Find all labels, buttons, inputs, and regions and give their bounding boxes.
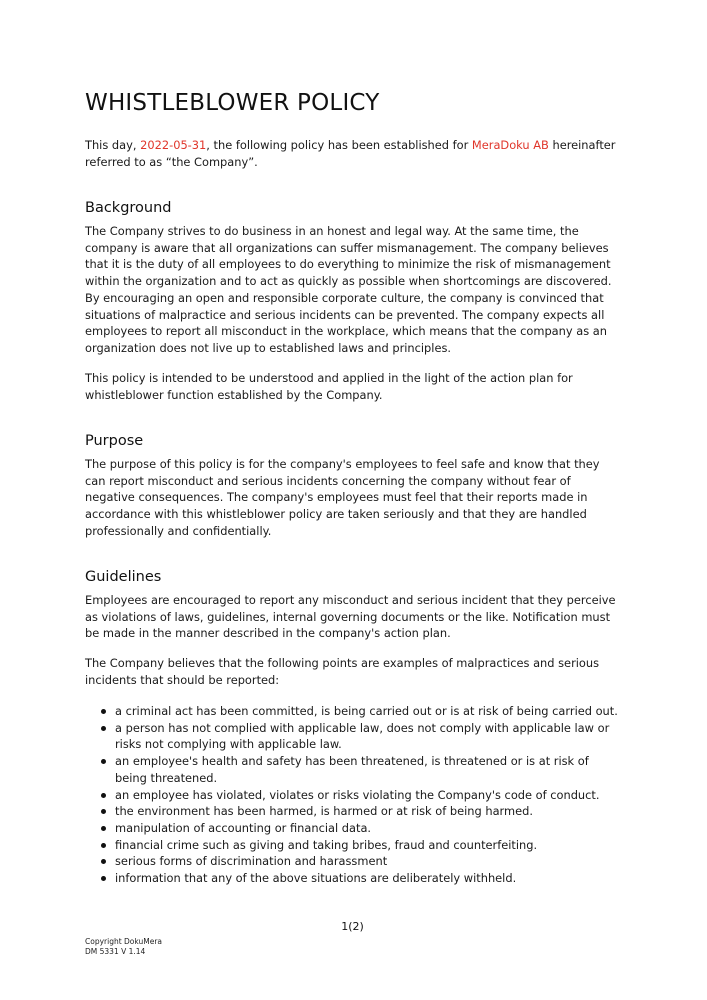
section-heading-background: Background [85,200,172,216]
intro-paragraph [85,137,620,170]
bullet-icon [101,709,106,714]
malpractice-list [85,703,620,887]
guidelines-paragraph-2: The Company believes that the following points are examples of malpractices and serious incidents that should be reported: [85,656,600,687]
guidelines-paragraph-1: Employees are encouraged to report any misconduct and serious incident that they perceive as violations of laws, guidelines, internal governing documents or the like. Notification must be made in the manner described in the company's action plan. [85,593,616,641]
list-item: an employee's health and safety has been threatened, is threatened or is at risk of being threatened. [85,753,620,786]
footer-document-id: DM 5331 V 1.14 [85,947,146,956]
bullet-icon [101,843,106,848]
list-item: the environment has been harmed, is harmed or at risk of being harmed. [85,803,620,820]
list-item: manipulation of accounting or financial data. [85,820,620,837]
intro-text-2: , the following policy has been established for [206,138,472,152]
bullet-icon [101,809,106,814]
list-item: a criminal act has been committed, is being carried out or is at risk of being carried out. [85,703,620,720]
list-item: information that any of the above situations are deliberately withheld. [85,870,620,887]
intro-text-3: hereinafter referred to as “the Company”. [85,138,616,169]
list-item: serious forms of discrimination and harassment [85,853,620,870]
policy-date: 2022-05-31 [140,138,207,152]
bullet-icon [101,759,106,764]
list-item: an employee has violated, violates or risks violating the Company's code of conduct. [85,787,620,804]
section-heading-purpose: Purpose [85,433,144,449]
page-footer [85,937,162,957]
footer-copyright: Copyright DokuMera [85,937,163,946]
bullet-icon [101,793,106,798]
list-item: a person has not complied with applicable law, does not comply with applicable law or risks not complying with applicable law. [85,720,620,753]
list-item: financial crime such as giving and taking bribes, fraud and counterfeiting. [85,837,620,854]
bullet-icon [101,859,106,864]
bullet-icon [101,826,106,831]
section-heading-guidelines: Guidelines [85,569,162,585]
bullet-icon [101,876,106,881]
document-title: WHISTLEBLOWER POLICY [85,90,380,116]
bullet-icon [101,726,106,731]
company-name: MeraDoku AB [471,138,549,152]
purpose-paragraph: The purpose of this policy is for the company's employees to feel safe and know that they can report misconduct and serious incidents concerning the company without fear of negative consequences. The company's employees must feel that their reports made in accordance with this whistleblower policy are taken seriously and that they are handled professionally and confidentially. [85,457,600,538]
page-number: 1(2) [341,920,364,933]
intro-text-1: This day, [85,138,141,152]
background-paragraph-1: The Company strives to do business in an honest and legal way. At the same time, the company is aware that all organizations can suffer mismanagement. The company believes that it is the duty of all employees to do everything to minimize the risk of mismanagement within the organization and to act as quickly as possible when shortcomings are discovered. By encouraging an open and responsible corporate culture, the company is convinced that situations of malpractice and serious incidents can be prevented. The company expects all employees to report all misconduct in the workplace, which means that the company as an organization does not live up to established laws and principles. [85,224,612,355]
background-paragraph-2: This policy is intended to be understood and applied in the light of the action plan for whistleblower function established by the Company. [85,371,573,402]
